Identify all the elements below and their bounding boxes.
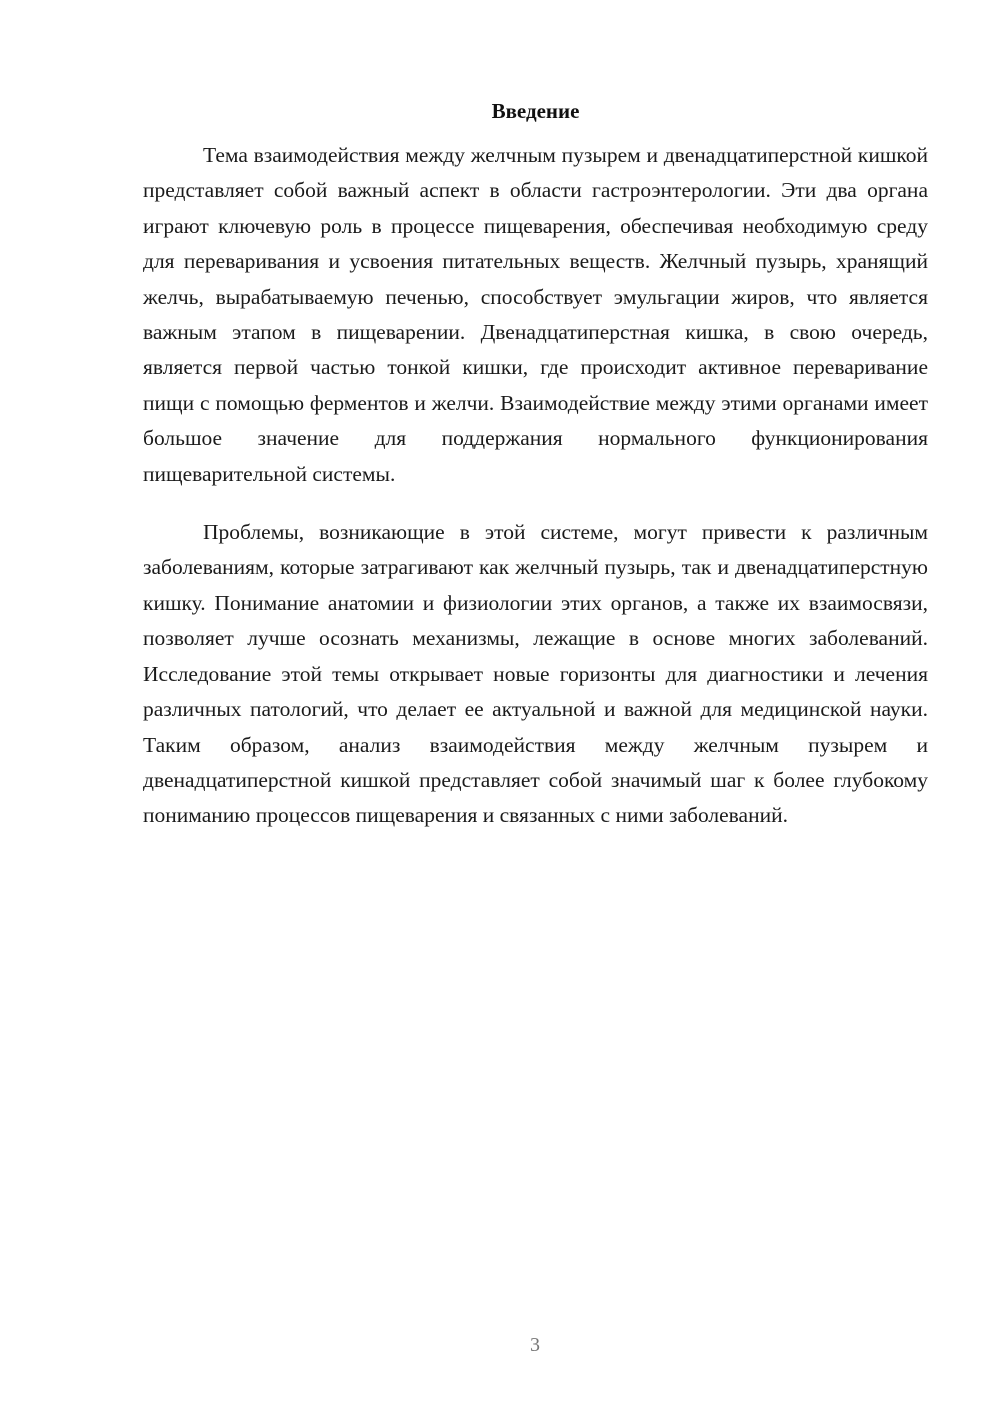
page-content <box>143 96 928 834</box>
paragraph-problems: Проблемы, возникающие в этой системе, могут привести к различным заболеваниям, которые затрагивают как желчный пузырь, так и двенадцатиперстную кишку. Понимание анатомии и физиологии этих органов, а также их взаимосвязи, позволяет лучше осознать механизмы, лежащие в основе многих заболеваний. Исследование этой темы открывает новые горизонты для диагностики и лечения различных патологий, что делает ее актуальной и важной для медицинской науки. Таким образом, анализ взаимодействия между желчным пузырем и двенадцатиперстной кишкой представляет собой значимый шаг к более глубокому пониманию процессов пищеварения и связанных с ними заболеваний. <box>143 520 928 828</box>
paragraph-introduction-topic: Тема взаимодействия между желчным пузырем и двенадцатиперстной кишкой представляет собой важный аспект в области гастроэнтерологии. Эти два органа играют ключевую роль в процессе пищеварения, обеспечивая необходимую среду для переваривания и усвоения питательных веществ. Желчный пузырь, хранящий желчь, вырабатываемую печенью, способствует эмульгации жиров, что является важным этапом в пищеварении. Двенадцатиперстная кишка, в свою очередь, является первой частью тонкой кишки, где происходит активное переваривание пищи с помощью ферментов и желчи. Взаимодействие между этими органами имеет большое значение для поддержания нормального функционирования пищеварительной системы. <box>143 143 928 486</box>
section-heading: Введение <box>491 99 580 123</box>
page-number: 3 <box>530 1334 540 1356</box>
